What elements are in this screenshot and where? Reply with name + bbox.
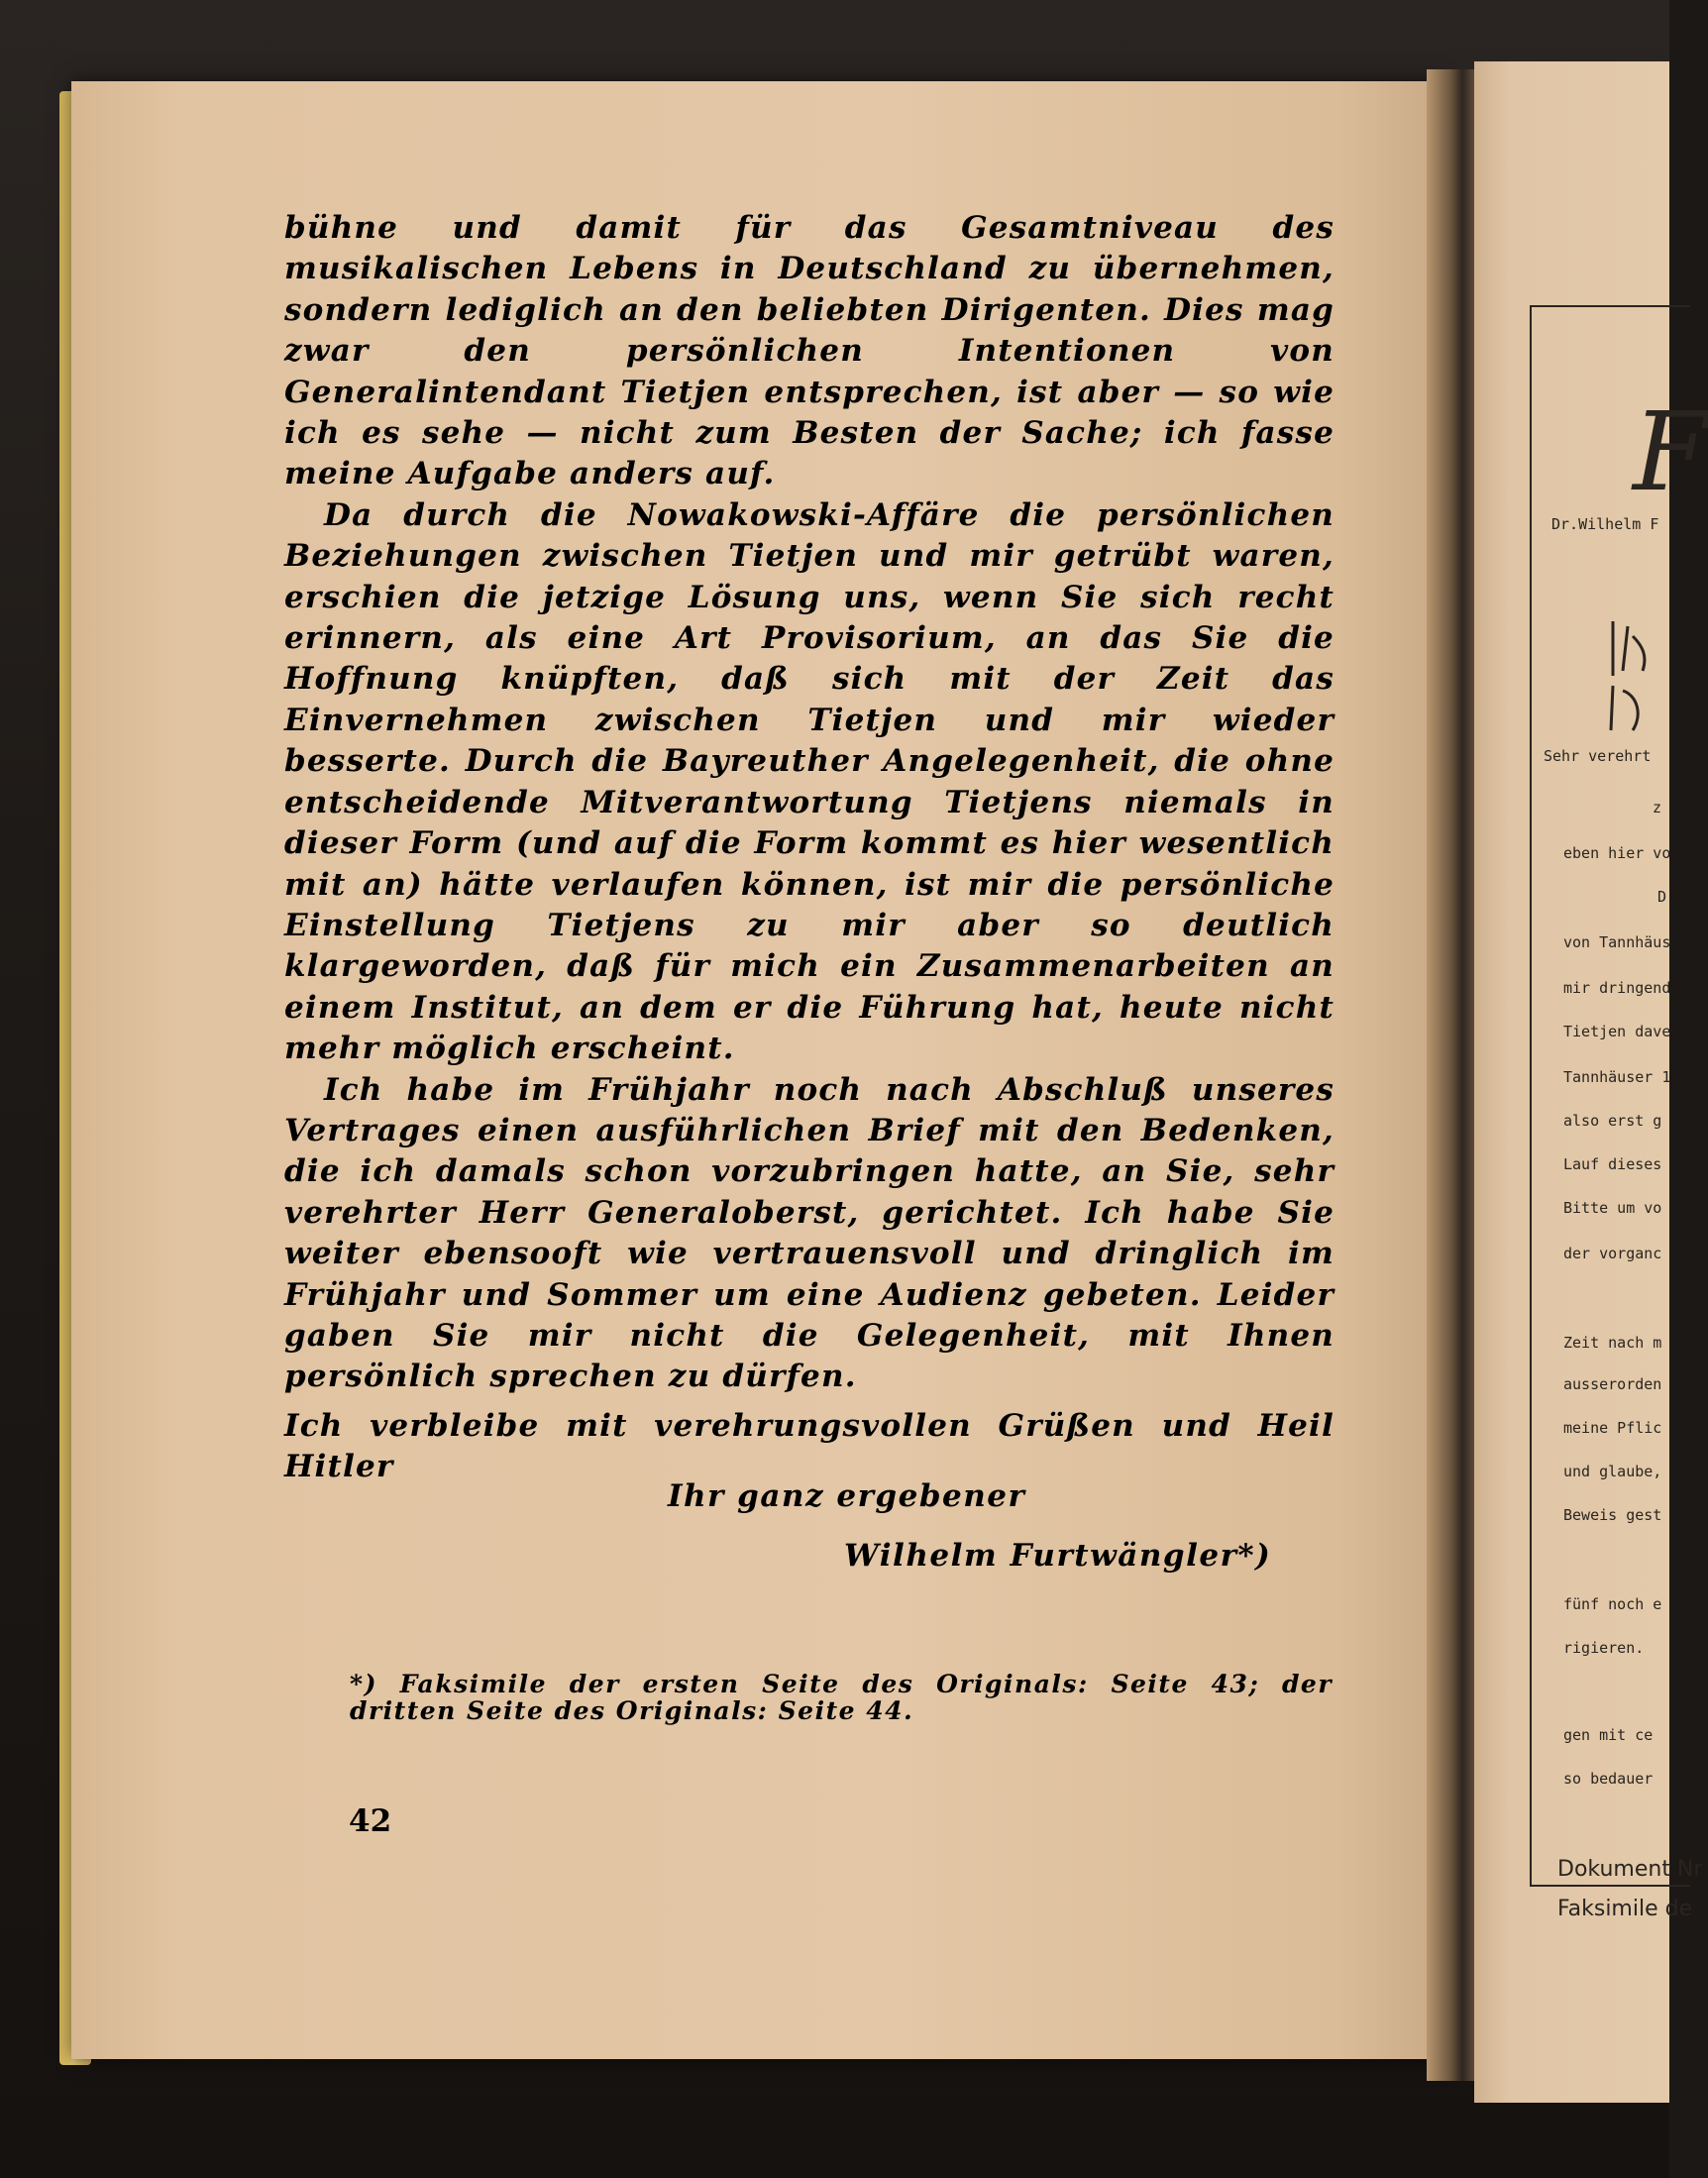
letter-body	[284, 208, 1334, 1488]
facsimile-line: Bitte um vo	[1563, 1199, 1662, 1217]
facsimile-line: der vorganc	[1563, 1245, 1662, 1262]
letterhead-name: Dr.Wilhelm F	[1551, 515, 1659, 533]
letterhead-initial: F	[1633, 388, 1708, 515]
facsimile-line: Tietjen dave	[1563, 1023, 1671, 1040]
facsimile-line: Zeit nach m	[1563, 1334, 1662, 1352]
signoff-line-1: Ihr ganz ergebener	[668, 1478, 1026, 1514]
facsimile-line: Lauf dieses	[1563, 1155, 1662, 1173]
facsimile-line: und glaube,	[1563, 1463, 1662, 1480]
facsimile-line: z	[1653, 799, 1662, 817]
signature-name: Wilhelm Furtwängler*)	[844, 1538, 1272, 1574]
facsimile-salutation: Sehr verehrt	[1544, 747, 1652, 765]
handwriting-scribble	[1573, 616, 1662, 735]
facsimile-line: so bedauer	[1563, 1770, 1654, 1788]
facsimile-line: mir dringend	[1563, 979, 1671, 997]
paragraph-2: Da durch die Nowakowski-Affäre die persönlichen Beziehungen zwischen Tietjen und mir getrübt waren, erschien die jetzige Lösung uns, wenn Sie sich recht erinnern, als eine Art Provisorium, an das Sie die Hoffnung knüpften, daß sich mit der Zeit das Einvernehmen zwischen Tietjen und mir wieder besserte. Durch die Bayreuther Angelegenheit, die ohne entscheidende Mitverantwortung Tietjens niemals in dieser Form (und auf die Form kommt es hier wesentlich mit an) hätte verlaufen können, ist mir die persönliche Einstellung Tietjens zu mir aber so deutlich klargeworden, daß für mich ein Zusammenarbeiten an einem Institut, an dem er die Führung hat, heute nicht mehr möglich erscheint.	[284, 496, 1334, 1067]
facing-page-facsimile	[1474, 61, 1708, 2103]
facsimile-line: gen mit ce	[1563, 1726, 1654, 1744]
paragraph-1: bühne und damit für das Gesamtniveau des musikalischen Lebens in Deutschland zu übernehmen, sondern lediglich an den beliebten Dirigenten. Dies mag zwar den persönlichen Intentionen von Generalintendant Tietjen entsprechen, ist aber — so wie ich es sehe — nicht zum Besten der Sache; ich fasse meine Aufgabe anders auf.	[284, 210, 1334, 492]
document-caption-1: Dokument Nr	[1557, 1857, 1703, 1882]
paragraph-3: Ich habe im Frühjahr noch nach Abschluß unseres Vertrages einen ausführlichen Brief mit den Bedenken, die ich damals schon vorzubringen hatte, an Sie, sehr verehrter Herr Generaloberst, gerichtet. Ich habe Sie weiter ebensooft wie vertrauensvoll und dringlich im Frühjahr und Sommer um eine Audienz gebeten. Leider gaben Sie mir nicht die Gelegenheit, mit Ihnen persönlich sprechen zu dürfen.	[284, 1071, 1334, 1395]
facsimile-line: rigieren.	[1563, 1639, 1645, 1657]
facsimile-line: meine Pflic	[1563, 1419, 1662, 1437]
facsimile-line: also erst g	[1563, 1112, 1662, 1130]
facsimile-line: ausserorden	[1563, 1375, 1662, 1393]
document-caption-2: Faksimile de	[1557, 1897, 1693, 1921]
page-number: 42	[349, 1803, 392, 1839]
facsimile-line: eben hier vo	[1563, 844, 1671, 862]
facsimile-line: Beweis gest	[1563, 1506, 1662, 1524]
facsimile-line: fünf noch e	[1563, 1595, 1662, 1613]
facsimile-line: D	[1657, 888, 1667, 906]
footnote: *) Faksimile der ersten Seite des Originals: Seite 43; der dritten Seite des Originals: Seite 44.	[350, 1670, 1333, 1725]
closing-greeting: Ich verbleibe mit verehrungsvollen Grüßen und Heil Hitler	[284, 1407, 1334, 1485]
facsimile-line: von Tannhäus	[1563, 933, 1671, 951]
facsimile-line: Tannhäuser 1	[1563, 1068, 1671, 1086]
